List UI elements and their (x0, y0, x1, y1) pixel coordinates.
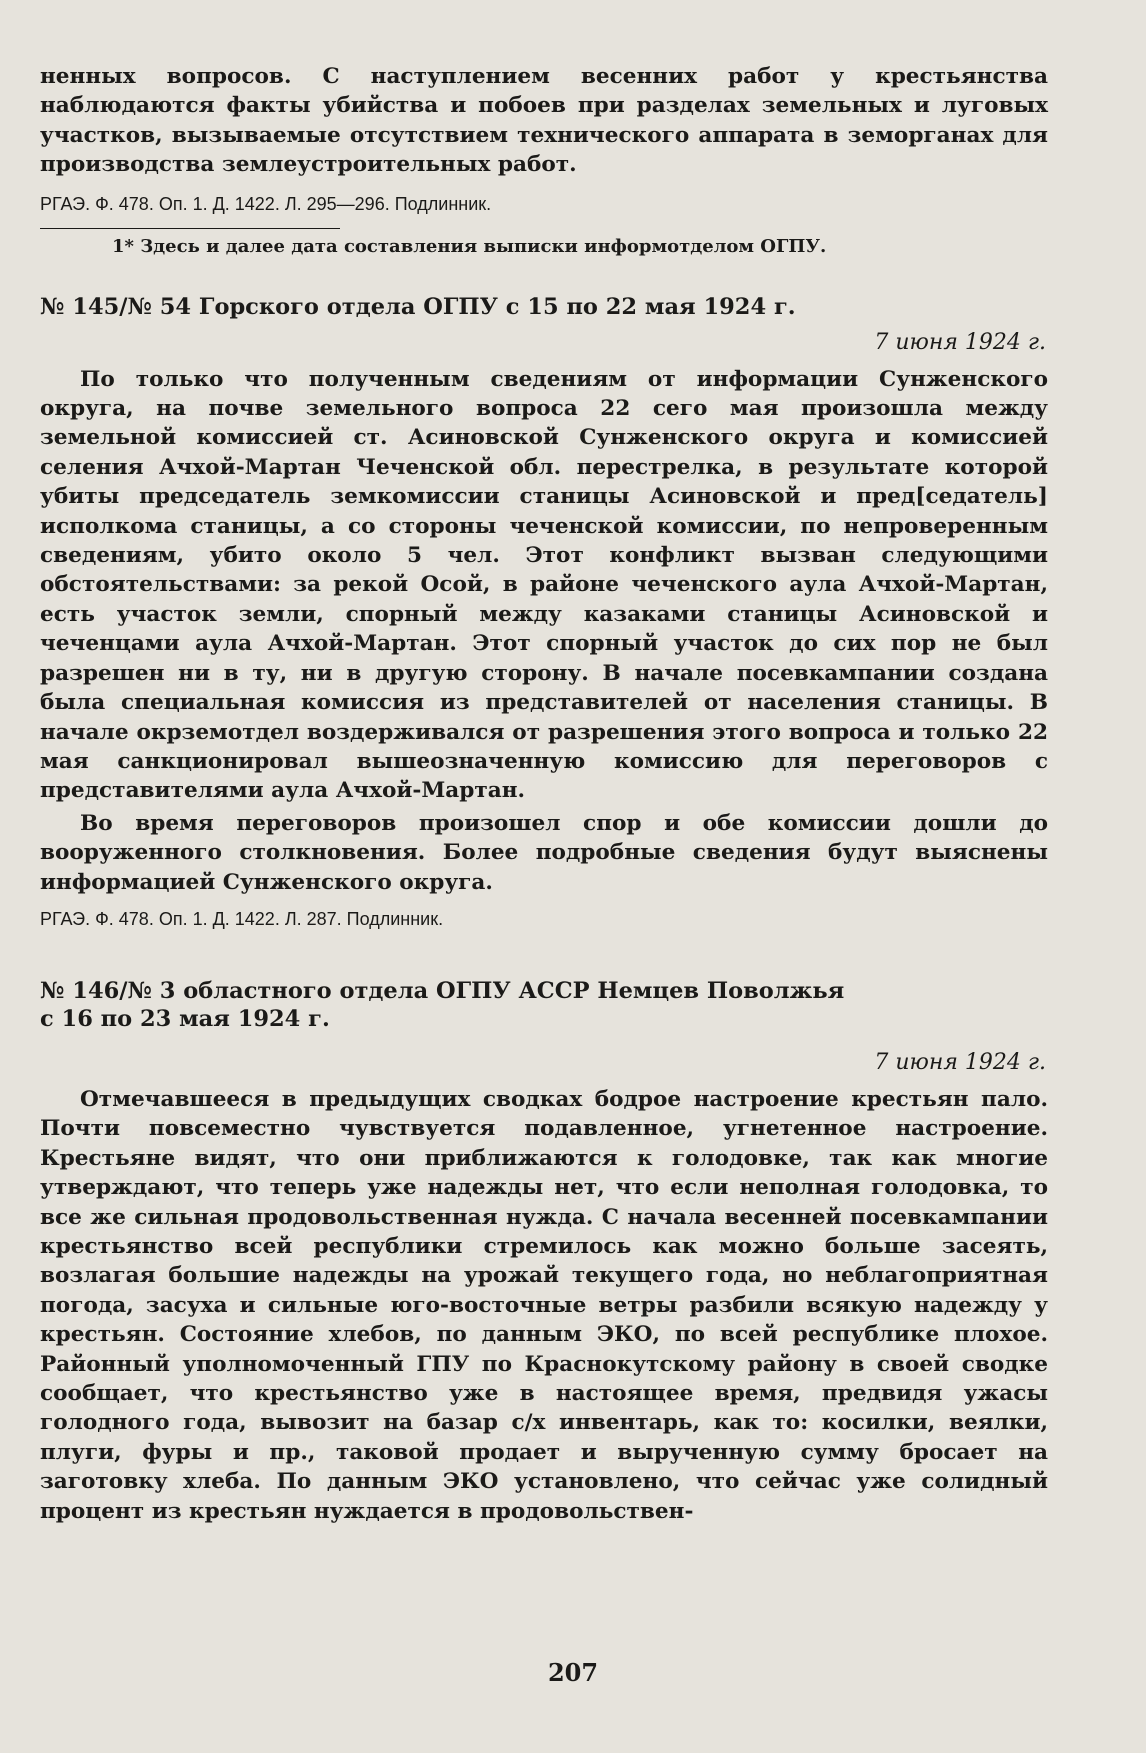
top-archive-source: РГАЭ. Ф. 478. Оп. 1. Д. 1422. Л. 295—296. Подлинник. (40, 193, 492, 214)
document-146-paragraph: Отмечавшееся в предыдущих сводках бодрое настроение крестьян пало. Почти повсеместно чувствуется подавленное, угнетенное настроение. Крестьяне видят, что они приближаются к голодовке, так как многие утверждают, что теперь уже надежды нет, что если неполная голодовка, то все же сильная продовольственная нужда. С начала весенней посевкампании крестьянство всей республики стремилось как можно больше засеять, возлагая большие надежды на урожай текущего года, но неблагоприятная погода, засуха и сильные юго-восточные ветры разбили всякую надежду у крестьян. Состояние хлебов, по данным ЭКО, по всей республике плохое. Районный уполномоченный ГПУ по Краснокутскому району в своей сводке сообщает, что крестьянство уже в настоящее время, предвидя ужасы голодного года, вывозит на базар с/х инвентарь, как то: косилки, веялки, плуги, фуры и пр., таковой продает и вырученную сумму бросает на заготовку хлеба. По данным ЭКО установлено, что сейчас уже солидный процент из крестьян нуждается в продовольствен- (40, 1086, 1048, 1524)
document-146 (40, 977, 1048, 1526)
document-145-archive-source: РГАЭ. Ф. 478. Оп. 1. Д. 1422. Л. 287. Подлинник. (40, 908, 444, 929)
document-145-paragraph-1: По только что полученным сведениям от информации Сунженского округа, на почве земельного вопроса 22 сего мая произошла между земельной комиссией ст. Асиновской Сунженского округа и комиссией селения Ачхой-Мартан Чеченской обл. перестрелка, в результате которой убиты председатель земкомиссии станицы Асиновской и пред[седатель] исполкома станицы, а со стороны чеченской комиссии, по непроверенным сведениям, убито около 5 чел. Этот конфликт вызван следующими обстоятельствами: за рекой Осой, в районе чеченского аула Ачхой-Мартан, есть участок земли, спорный между казаками станицы Асиновской и чеченцами аула Ачхой-Мартан. Этот спорный участок до сих пор не был разрешен ни в ту, ни в другую сторону. В начале посевкампании создана была специальная комиссия из представителей от населения станицы. В начале окрземотдел воздерживался от разрешения этого вопроса и только 22 мая санкционировал вышеозначенную комиссию для переговоров с представителями аула Ачхой-Мартан. (40, 366, 1048, 804)
document-145 (40, 293, 1048, 931)
footnote-divider (40, 228, 340, 229)
top-paragraph: ненных вопросов. С наступлением весенних работ у крестьянства наблюдаются факты убийства и побоев при разделах земельных и луговых участков, вызываемые отсутствием технического аппарата в земорганах для производства землеустроительных работ. (40, 64, 1048, 178)
footnote: 1* Здесь и далее дата составления выписки информотделом ОГПУ. (112, 235, 827, 257)
document-145-paragraph-2: Во время переговоров произошел спор и обе комиссии дошли до вооруженного столкновения. Более подробные сведения будут выяснены информацией Сунженского округа. (40, 810, 1048, 895)
document-146-title-line-1: № 146/№ 3 областного отдела ОГПУ АССР Немцев Поволжья (40, 977, 845, 1004)
page-number: 207 (547, 1658, 599, 1687)
document-146-title-line-2: с 16 по 23 мая 1924 г. (40, 1005, 330, 1032)
document-145-date: 7 июня 1924 г. (874, 329, 1046, 355)
document-146-date: 7 июня 1924 г. (874, 1049, 1046, 1075)
document-145-title: № 145/№ 54 Горского отдела ОГПУ с 15 по 22 мая 1924 г. (40, 293, 796, 320)
